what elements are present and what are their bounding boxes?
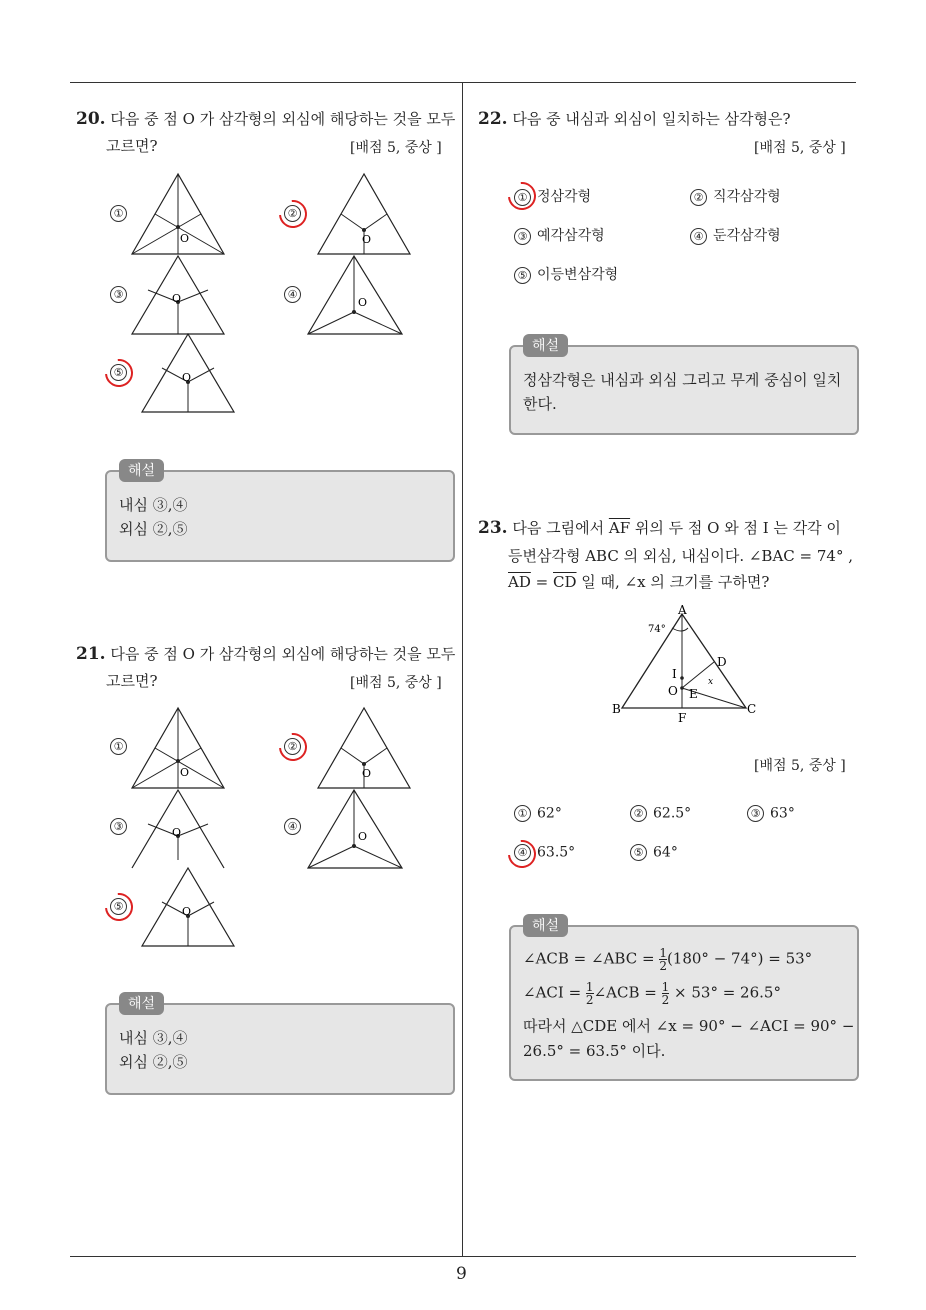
q21-label-2: ② <box>284 738 301 755</box>
q23-label-e: E <box>689 687 698 701</box>
q23-solution-line-2 <box>523 981 781 1006</box>
q22-text <box>478 108 791 129</box>
q22-solution-line-2: 한다. <box>523 395 557 413</box>
svg-text:O: O <box>362 767 372 780</box>
q23-label-b: B <box>612 702 621 716</box>
q23-choice-2-num: ② <box>630 805 647 822</box>
q20-line1: 다음 중 점 O 가 삼각형의 외심에 해당하는 것을 모두 <box>110 110 456 128</box>
q20-label-5: ⑤ <box>110 364 127 381</box>
q22-choice-3[interactable] <box>514 225 605 245</box>
q20-solution-line-1: 내심 ③,④ <box>119 496 188 514</box>
q23-line3-b: 일 때, ∠x 의 크기를 구하면? <box>581 573 770 591</box>
q23-choice-5-text: 64° <box>653 844 678 861</box>
q23-eq: = <box>535 573 549 591</box>
svg-text:O: O <box>358 296 368 309</box>
q20-label-2: ② <box>284 205 301 222</box>
q23-segment-cd: $\overline{CD}$ <box>553 573 577 591</box>
q23-choice-5-num: ⑤ <box>630 844 647 861</box>
q22-solution-box <box>509 338 859 435</box>
q20-triangle-4 <box>306 254 406 336</box>
q20-line2: 고르면? <box>106 137 158 155</box>
q23-line1-a: 다음 그림에서 <box>512 519 605 537</box>
q23-line1-b: 위의 두 점 O 와 점 I 는 각각 이 <box>634 519 841 537</box>
q23-solution-line-4: 26.5° = 63.5° 이다. <box>523 1042 666 1060</box>
q23-figure <box>608 600 768 724</box>
q22-choice-2[interactable] <box>690 186 781 206</box>
q23-sol2-a: ∠ACI = <box>523 983 582 1002</box>
svg-text:O: O <box>172 826 182 839</box>
q23-label-x: x <box>708 677 714 687</box>
q20-triangle-1 <box>130 172 226 258</box>
q23-choice-3-text: 63° <box>770 805 795 822</box>
q23-score: [배점 5, 중상 ] <box>754 758 846 774</box>
bottom-rule <box>70 1256 856 1257</box>
q23-choice-2-text: 62.5° <box>653 805 692 822</box>
q20-solution-tag: 해설 <box>119 459 164 482</box>
q21-solution-box <box>105 996 455 1095</box>
q23-solution-box <box>509 918 859 1081</box>
q20-fig1-o: O <box>180 232 190 245</box>
q22-choice-2-num: ② <box>690 189 707 206</box>
q23-label-c: C <box>747 702 757 716</box>
q23-sol1-num: 1 <box>659 946 667 960</box>
svg-text:O: O <box>182 905 192 918</box>
q23-line2: 등변삼각형 ABC 의 외심, 내심이다. ∠BAC = 74° , <box>508 547 853 565</box>
q20-answer-mark-2 <box>273 194 312 233</box>
q20-score: [배점 5, 중상 ] <box>350 140 442 156</box>
q23-label-i: I <box>672 667 677 681</box>
q23-text-line1 <box>478 517 841 538</box>
q23-solution-line-1 <box>523 947 812 972</box>
top-rule <box>70 82 856 83</box>
q23-solution-tag: 해설 <box>523 914 568 937</box>
q21-triangle-2 <box>316 706 412 792</box>
q23-sol2-c: × 53° = 26.5° <box>674 983 781 1002</box>
q20-triangle-3 <box>130 254 226 336</box>
q21-line1: 다음 중 점 O 가 삼각형의 외심에 해당하는 것을 모두 <box>110 645 456 663</box>
q21-solution-line-2: 외심 ②,⑤ <box>119 1053 188 1071</box>
q21-label-4: ④ <box>284 818 301 835</box>
q23-sol2-b: ∠ACB = <box>593 983 657 1002</box>
q23-label-o: O <box>668 684 678 698</box>
q21-triangle-5 <box>140 866 236 948</box>
q23-label-f: F <box>678 711 687 724</box>
q21-triangle-3 <box>130 788 226 870</box>
q21-triangle-1 <box>130 706 226 792</box>
q23-choice-2[interactable] <box>630 805 691 822</box>
q21-solution-line-1: 내심 ③,④ <box>119 1029 188 1047</box>
q23-sol2-num2: 1 <box>661 980 670 994</box>
q23-choice-4-text: 63.5° <box>537 844 576 861</box>
q23-choice-1[interactable] <box>514 805 562 822</box>
q21-text <box>76 643 455 664</box>
q23-choice-1-num: ① <box>514 805 531 822</box>
q21-answer-mark-5 <box>99 887 138 926</box>
q23-segment-af: $\overline{AF}$ <box>608 519 631 537</box>
q22-number: 22. <box>478 109 508 129</box>
q21-line2: 고르면? <box>106 672 158 690</box>
q22-choice-5-num: ⑤ <box>514 267 531 284</box>
q22-answer-mark <box>502 176 541 215</box>
q22-line1: 다음 중 내심과 외심이 일치하는 삼각형은? <box>512 110 791 128</box>
q23-sol2-num: 1 <box>585 980 594 994</box>
q21-answer-mark-2 <box>273 727 312 766</box>
q22-choice-1-num: ① <box>514 189 531 206</box>
svg-text:O: O <box>182 371 192 384</box>
q20-triangle-5 <box>140 332 236 414</box>
q22-choice-2-text: 직각삼각형 <box>713 189 781 205</box>
q22-choice-5[interactable] <box>514 264 618 284</box>
column-divider <box>462 82 463 1256</box>
svg-text:O: O <box>358 830 368 843</box>
q23-label-a: A <box>678 603 687 617</box>
q20-label-4: ④ <box>284 286 301 303</box>
q22-solution-line-1: 정삼각형은 내심과 외심 그리고 무게 중심이 일치 <box>523 371 842 389</box>
q21-label-1: ① <box>110 738 127 755</box>
q23-sol1-b: (180° − 74°) = 53° <box>666 949 813 968</box>
q22-choice-3-text: 예각삼각형 <box>537 228 605 244</box>
q20-solution-box <box>105 463 455 562</box>
q22-solution-tag: 해설 <box>523 334 568 357</box>
q23-segment-ad: $\overline{AD}$ <box>508 573 531 591</box>
q22-choice-4-text: 둔각삼각형 <box>713 228 781 244</box>
q21-triangle-4 <box>306 788 406 870</box>
q23-label-d: D <box>717 655 727 669</box>
q21-score: [배점 5, 중상 ] <box>350 675 442 691</box>
q21-label-5: ⑤ <box>110 898 127 915</box>
q23-sol1-den: 2 <box>659 959 667 973</box>
q22-score: [배점 5, 중상 ] <box>754 140 846 156</box>
q23-label-angle: 74° <box>648 624 666 635</box>
q23-sol1-a: ∠ACB = ∠ABC = <box>523 949 655 968</box>
q22-choice-4[interactable] <box>690 225 781 245</box>
q20-number: 20. <box>76 109 106 129</box>
q23-sol1-frac <box>659 947 667 972</box>
q20-answer-mark-5 <box>99 353 138 392</box>
q23-choice-1-text: 62° <box>537 805 562 822</box>
q23-sol2-frac <box>586 981 594 1006</box>
q20-label-1: ① <box>110 205 127 222</box>
q23-line3 <box>508 571 769 592</box>
q20-triangle-2 <box>316 172 412 258</box>
svg-text:O: O <box>172 292 182 305</box>
q23-choice-5[interactable] <box>630 844 678 861</box>
q23-sol2-den2: 2 <box>661 993 670 1007</box>
svg-text:O: O <box>362 233 372 246</box>
q20-text <box>76 108 455 129</box>
q23-choice-3[interactable] <box>747 805 795 822</box>
q23-choice-4-num: ④ <box>514 844 531 861</box>
q21-solution-tag: 해설 <box>119 992 164 1015</box>
q22-choice-5-text: 이등변삼각형 <box>537 267 619 283</box>
q23-sol2-den: 2 <box>585 993 594 1007</box>
q22-choice-1-text: 정삼각형 <box>537 189 592 205</box>
q23-answer-mark <box>502 834 541 873</box>
q23-choice-3-num: ③ <box>747 805 764 822</box>
q23-solution-line-3: 따라서 △CDE 에서 ∠x = 90° − ∠ACI = 90° − <box>523 1017 855 1035</box>
q21-number: 21. <box>76 644 106 664</box>
q20-label-3: ③ <box>110 286 127 303</box>
q22-choice-4-num: ④ <box>690 228 707 245</box>
q23-number: 23. <box>478 518 508 538</box>
q22-choice-3-num: ③ <box>514 228 531 245</box>
q23-sol2-frac2 <box>662 981 670 1006</box>
q20-solution-line-2: 외심 ②,⑤ <box>119 520 188 538</box>
page-number: 9 <box>456 1264 467 1284</box>
q21-label-3: ③ <box>110 818 127 835</box>
svg-text:O: O <box>180 766 190 779</box>
